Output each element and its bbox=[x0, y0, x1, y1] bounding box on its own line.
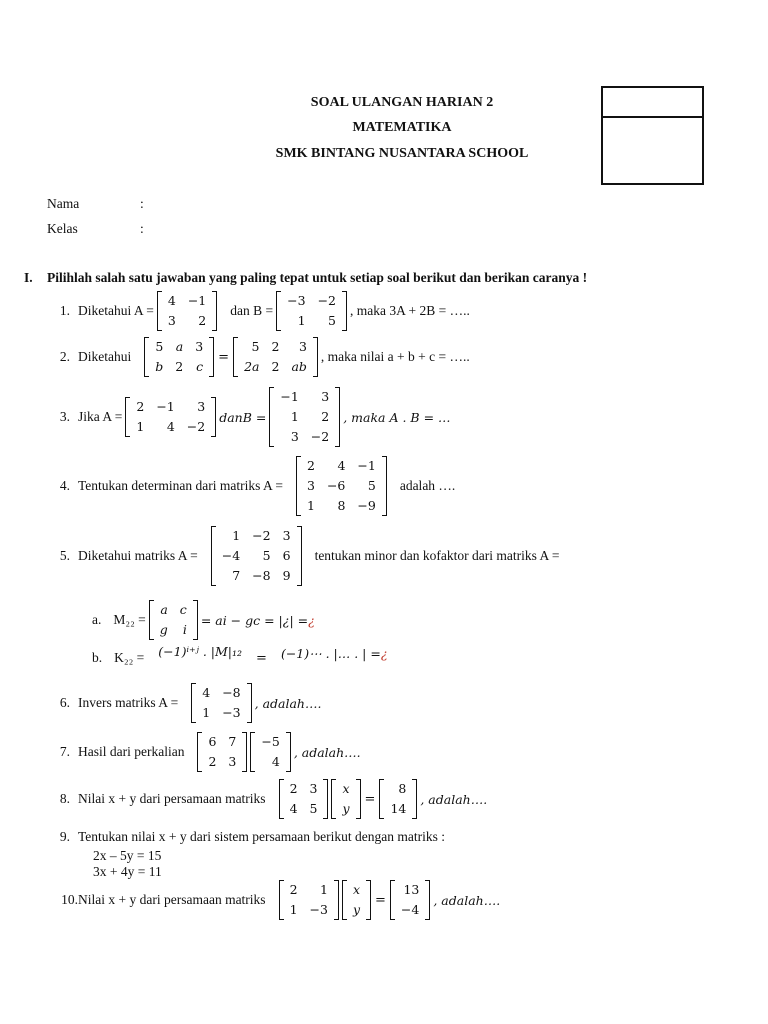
question-number: 10. bbox=[61, 892, 78, 907]
question-number: 7. bbox=[59, 744, 70, 759]
question-5b bbox=[92, 643, 388, 666]
question-7 bbox=[46, 732, 361, 772]
section-roman: I. bbox=[24, 270, 33, 285]
nama-colon: : bbox=[140, 196, 144, 211]
question-text: Diketahui matriks A = bbox=[78, 548, 198, 563]
matrix-cell: −9 bbox=[357, 498, 376, 513]
matrix-cell: 4 bbox=[271, 754, 280, 769]
matrix-cell: −5 bbox=[261, 734, 280, 749]
question-10 bbox=[46, 880, 500, 920]
matrix-cell: 3 bbox=[167, 313, 176, 328]
matrix-cell: a bbox=[175, 339, 184, 354]
question-text: Invers matriks A = bbox=[78, 695, 179, 710]
matrix-cell: −1 bbox=[187, 293, 207, 308]
matrix-cell: 7 bbox=[228, 734, 237, 749]
question-number: 2. bbox=[59, 349, 70, 364]
matrix-cell: 3 bbox=[321, 389, 330, 404]
matrix-cell: 2 bbox=[198, 313, 207, 328]
cofactor-result: ¿ bbox=[380, 645, 388, 661]
matrix-cell: 2 bbox=[271, 339, 280, 354]
matrix-cell: 2 bbox=[175, 359, 184, 374]
matrix-cell: 1 bbox=[307, 498, 315, 513]
exam-title: SOAL ULANGAN HARIAN 2 bbox=[310, 95, 494, 110]
matrix-cell: −4 bbox=[400, 902, 420, 917]
matrix-cell: −8 bbox=[222, 685, 241, 700]
matrix-cell: g bbox=[159, 622, 168, 637]
matrix-cell: 3 bbox=[282, 528, 291, 543]
matrix-left bbox=[144, 337, 214, 377]
matrix-b bbox=[276, 291, 347, 331]
matrix-cell: 2 bbox=[271, 359, 280, 374]
question-text: Jika A = bbox=[78, 409, 123, 424]
minor-matrix bbox=[149, 600, 198, 640]
matrix-cell: 2 bbox=[289, 882, 298, 897]
equals-sign: = bbox=[375, 892, 386, 908]
matrix-cell: 2 bbox=[208, 754, 217, 769]
matrix-cell: a bbox=[160, 602, 168, 617]
kelas-colon: : bbox=[140, 221, 144, 236]
matrix-cell: 2 bbox=[321, 409, 330, 424]
question-number: 9. bbox=[59, 829, 70, 844]
question-text-post: , adalah…. bbox=[293, 744, 361, 760]
matrix-cell: −3 bbox=[287, 293, 306, 308]
kelas-label: Kelas bbox=[47, 221, 78, 236]
coefficient-matrix bbox=[279, 779, 329, 819]
question-text-mid: dan B = bbox=[230, 303, 274, 318]
school-name: SMK BINTANG NUSANTARA SCHOOL bbox=[275, 146, 529, 161]
matrix-cell: y bbox=[352, 902, 361, 917]
question-text: Nilai x + y dari persamaan matriks bbox=[78, 892, 266, 907]
equals-sign: = bbox=[364, 791, 376, 807]
minor-label: M₂₂ = bbox=[113, 612, 146, 627]
question-text: Hasil dari perkalian bbox=[78, 744, 185, 759]
matrix-cell: 4 bbox=[337, 458, 346, 473]
matrix-cell: ab bbox=[291, 359, 307, 374]
matrix-cell: 1 bbox=[136, 419, 145, 434]
matrix-cell: −4 bbox=[221, 548, 241, 563]
matrix-cell: 1 bbox=[202, 705, 211, 720]
matrix-cell: c bbox=[196, 359, 204, 374]
matrix-cell: 1 bbox=[297, 313, 306, 328]
matrix-cell: 3 bbox=[298, 339, 307, 354]
matrix-cell: 1 bbox=[232, 528, 241, 543]
question-number: 6. bbox=[59, 695, 70, 710]
score-box-divider bbox=[603, 116, 702, 118]
matrix-cell: 3 bbox=[197, 399, 206, 414]
minor-result: ¿ bbox=[308, 612, 315, 628]
matrix-cell: x bbox=[342, 781, 350, 796]
matrix-cell: −1 bbox=[156, 399, 175, 414]
matrix-cell: −3 bbox=[309, 902, 328, 917]
matrix-cell: 5 bbox=[251, 339, 260, 354]
cofactor-expression: (−1)⋯ . |… . | = bbox=[280, 645, 381, 661]
matrix-cell: −2 bbox=[252, 528, 271, 543]
matrix-cell: 3 bbox=[307, 478, 315, 493]
question-text-post: , adalah…. bbox=[254, 695, 322, 711]
matrix-cell: y bbox=[342, 801, 350, 816]
matrix-cell: 3 bbox=[309, 781, 318, 796]
question-text: Diketahui A = bbox=[78, 303, 154, 318]
question-5a bbox=[92, 600, 315, 640]
question-text: Tentukan nilai x + y dari sistem persamaan berikut dengan matriks : bbox=[78, 829, 445, 844]
question-text: Tentukan determinan dari matriks A = bbox=[78, 478, 283, 493]
matrix-cell: 6 bbox=[208, 734, 217, 749]
matrix-cell: x bbox=[352, 882, 361, 897]
matrix-cell: 3 bbox=[228, 754, 237, 769]
matrix-cell: −2 bbox=[317, 293, 336, 308]
matrix-cell: −2 bbox=[186, 419, 206, 434]
matrix-cell: −1 bbox=[357, 458, 376, 473]
section-instruction: Pilihlah salah satu jawaban yang paling tepat untuk setiap soal berikut dan berikan caranya ! bbox=[47, 270, 588, 285]
question-text-post: , maka A . B = … bbox=[343, 409, 451, 425]
question-text-post: tentukan minor dan kofaktor dari matriks A = bbox=[314, 548, 560, 563]
subject-title: MATEMATIKA bbox=[352, 120, 452, 135]
nama-label: Nama bbox=[47, 196, 80, 211]
question-number: 1. bbox=[59, 303, 70, 318]
question-9 bbox=[46, 829, 445, 845]
matrix-cell: −8 bbox=[252, 568, 271, 583]
score-box bbox=[601, 86, 704, 185]
matrix-cell: 13 bbox=[403, 882, 420, 897]
constant-vector bbox=[379, 779, 417, 819]
minor-expression: = ai − gc = |¿| = bbox=[200, 612, 309, 628]
question-text-post: adalah …. bbox=[399, 478, 456, 493]
matrix-a bbox=[197, 732, 247, 772]
matrix-cell: −3 bbox=[222, 705, 241, 720]
equals-sign: = bbox=[256, 650, 267, 666]
matrix-cell: 3 bbox=[195, 339, 204, 354]
matrix-cell: 4 bbox=[166, 419, 175, 434]
question-text: Diketahui bbox=[78, 349, 132, 364]
matrix-cell: 8 bbox=[398, 781, 407, 796]
matrix-cell: −2 bbox=[310, 429, 330, 444]
equation-2: 3x + 4y = 11 bbox=[93, 864, 162, 879]
matrix-cell: 4 bbox=[289, 801, 298, 816]
sub-letter: b. bbox=[92, 650, 103, 665]
question-1 bbox=[46, 291, 470, 331]
matrix-cell: 5 bbox=[309, 801, 318, 816]
variable-vector bbox=[342, 880, 371, 920]
cofactor-formula: (−1)ⁱ⁺ʲ . |M|₁₂ bbox=[158, 643, 243, 659]
question-number: 8. bbox=[59, 791, 70, 806]
matrix-a bbox=[191, 683, 251, 723]
variable-vector bbox=[331, 779, 360, 819]
matrix-cell: 2a bbox=[244, 359, 260, 374]
question-8 bbox=[46, 779, 487, 819]
matrix-cell: 5 bbox=[155, 339, 164, 354]
question-5 bbox=[46, 526, 560, 586]
matrix-cell: 4 bbox=[202, 685, 211, 700]
question-text-post: , adalah…. bbox=[420, 791, 488, 807]
matrix-cell: 5 bbox=[262, 548, 271, 563]
question-text-post: , maka nilai a + b + c = ….. bbox=[320, 349, 470, 364]
question-4 bbox=[46, 456, 455, 516]
matrix-cell: 5 bbox=[367, 478, 376, 493]
matrix-cell: 4 bbox=[167, 293, 176, 308]
matrix-b bbox=[269, 387, 340, 447]
matrix-a bbox=[125, 397, 216, 437]
matrix-cell: 1 bbox=[290, 409, 299, 424]
matrix-cell: 1 bbox=[320, 882, 328, 897]
coefficient-matrix bbox=[279, 880, 339, 920]
question-6 bbox=[46, 683, 321, 723]
matrix-cell: 7 bbox=[232, 568, 241, 583]
matrix-a bbox=[296, 456, 387, 516]
matrix-a bbox=[211, 526, 302, 586]
equation-1: 2x – 5y = 15 bbox=[93, 848, 162, 863]
matrix-b bbox=[250, 732, 290, 772]
cofactor-label: K₂₂ = bbox=[114, 650, 145, 665]
question-3 bbox=[46, 387, 451, 447]
matrix-cell: 8 bbox=[337, 498, 346, 513]
matrix-cell: 5 bbox=[328, 313, 336, 328]
question-text-mid: danB = bbox=[219, 409, 267, 425]
question-number: 5. bbox=[59, 548, 70, 563]
matrix-cell: 2 bbox=[289, 781, 298, 796]
matrix-cell: 1 bbox=[289, 902, 298, 917]
sub-letter: a. bbox=[92, 612, 102, 627]
question-text-post: , adalah…. bbox=[433, 892, 501, 908]
equals-sign: = bbox=[218, 349, 230, 365]
question-number: 3. bbox=[59, 409, 70, 424]
matrix-cell: 6 bbox=[282, 548, 291, 563]
question-number: 4. bbox=[59, 478, 70, 493]
matrix-cell: 2 bbox=[307, 458, 315, 473]
matrix-cell: b bbox=[155, 359, 164, 374]
matrix-cell: 9 bbox=[282, 568, 291, 583]
matrix-cell: −6 bbox=[326, 478, 346, 493]
matrix-a bbox=[157, 291, 217, 331]
matrix-cell: c bbox=[179, 602, 187, 617]
matrix-cell: i bbox=[182, 622, 187, 637]
matrix-cell: −1 bbox=[280, 389, 299, 404]
matrix-cell: 14 bbox=[390, 801, 407, 816]
matrix-cell: 2 bbox=[136, 399, 145, 414]
question-text: Nilai x + y dari persamaan matriks bbox=[78, 791, 266, 806]
question-text-post: , maka 3A + 2B = ….. bbox=[350, 303, 470, 318]
matrix-right bbox=[233, 337, 318, 377]
question-2 bbox=[46, 337, 470, 377]
constant-vector bbox=[390, 880, 430, 920]
matrix-cell: 3 bbox=[290, 429, 299, 444]
